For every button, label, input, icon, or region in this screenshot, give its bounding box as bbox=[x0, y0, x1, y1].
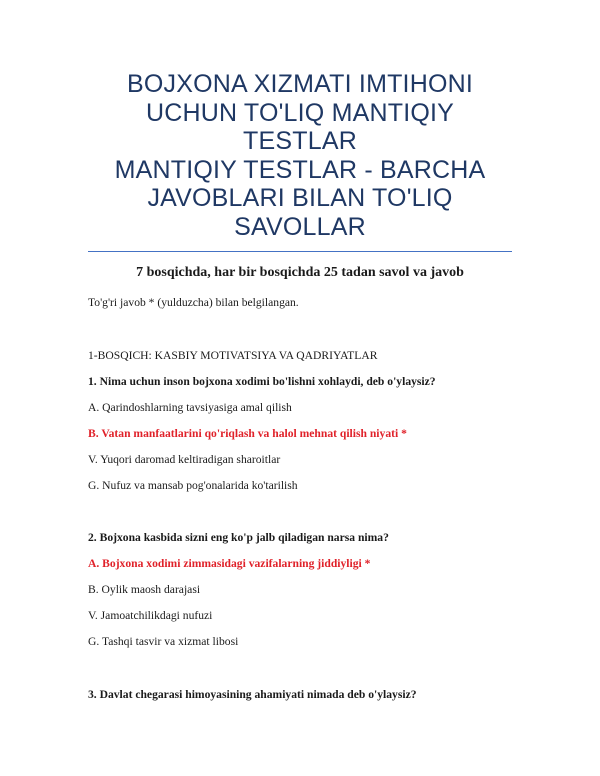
title-line: TESTLAR bbox=[243, 127, 357, 155]
subtitle: 7 bosqichda, har bir bosqichda 25 tadan savol va javob bbox=[136, 265, 464, 280]
q2-option-a-correct: A. Bojxona xodimi zimmasidagi vazifalarning jiddiyligi * bbox=[88, 557, 371, 570]
title-line: MANTIQIY TESTLAR - BARCHA bbox=[114, 155, 486, 184]
section-heading: 1-BOSQICH: KASBIY MOTIVATSIYA VA QADRIYATLAR bbox=[88, 349, 378, 362]
title-line: SAVOLLAR bbox=[234, 212, 366, 241]
title-divider bbox=[88, 251, 512, 252]
q1-option-b-correct: B. Vatan manfaatlarini qo'riqlash va halol mehnat qilish niyati * bbox=[88, 427, 407, 440]
question-1: 1. Nima uchun inson bojxona xodimi bo'lishni xohlaydi, deb o'ylaysiz? bbox=[88, 375, 436, 388]
title-line: UCHUN TO'LIQ MANTIQIY bbox=[145, 98, 455, 127]
document-title bbox=[88, 70, 512, 241]
answer-note: To'g'ri javob * (yulduzcha) bilan belgilangan. bbox=[88, 296, 299, 309]
q1-option-a: A. Qarindoshlarning tavsiyasiga amal qilish bbox=[88, 401, 292, 414]
q2-option-g: G. Tashqi tasvir va xizmat libosi bbox=[88, 635, 239, 648]
title-line: JAVOBLARI BILAN TO'LIQ bbox=[147, 184, 453, 212]
question-2: 2. Bojxona kasbida sizni eng ko'p jalb qiladigan narsa nima? bbox=[88, 531, 389, 544]
q1-option-g: G. Nufuz va mansab pog'onalarida ko'tarilish bbox=[88, 479, 298, 492]
q1-option-v: V. Yuqori daromad keltiradigan sharoitlar bbox=[88, 453, 281, 466]
question-3: 3. Davlat chegarasi himoyasining ahamiyati nimada deb o'ylaysiz? bbox=[88, 688, 417, 701]
title-line: BOJXONA XIZMATI IMTIHONI bbox=[126, 70, 474, 98]
q2-option-v: V. Jamoatchilikdagi nufuzi bbox=[88, 609, 213, 622]
q2-option-b: B. Oylik maosh darajasi bbox=[88, 583, 201, 596]
